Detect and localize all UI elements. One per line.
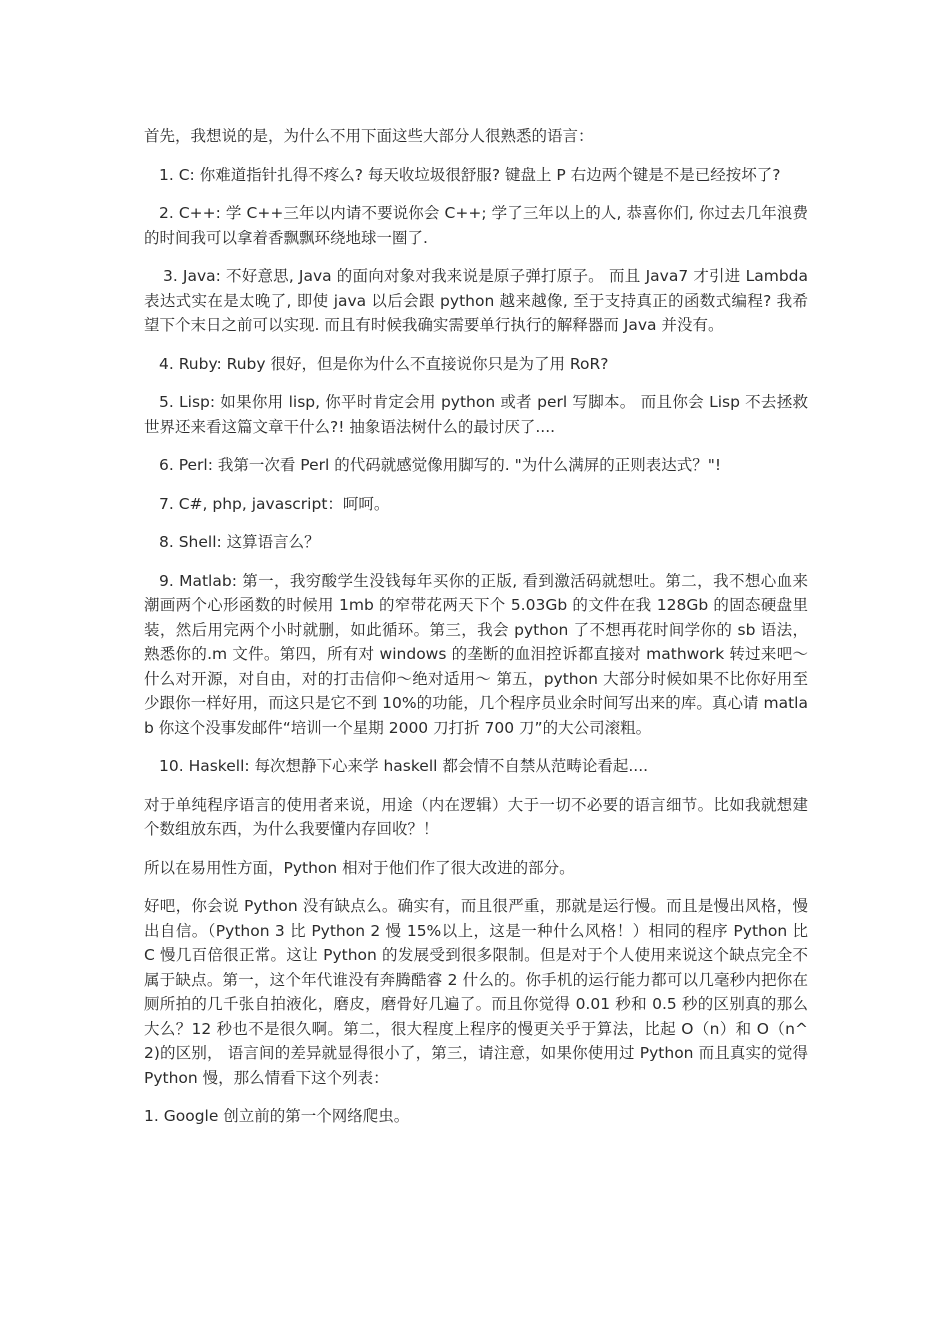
list-item-ruby: 4. Ruby: Ruby 很好，但是你为什么不直接说你只是为了用 RoR?	[159, 354, 609, 373]
list-item-java: 3. Java: 不好意思, Java 的面向对象对我来说是原子弹打原子。 而且 Java7 才引进 Lambda 表达式实在是太晚了, 即使 java 以后会跟 python 越来越像, 至于支持真正的函数式编程? 我希望下个末日之前可以实现. 而且有时候我确实需要单行执行的解释器而 Java 并没有。	[144, 267, 808, 334]
list-item-lisp: 5. Lisp: 如果你用 lisp, 你平时肯定会用 python 或者 perl 写脚本。 而且你会 Lisp 不去拯救世界还来看这篇文章干什么?! 抽象语法树什么的最讨厌了....	[144, 393, 808, 436]
list-item-csharp-php-js: 7. C#, php, javascript：呵呵。	[159, 494, 390, 513]
document-body	[144, 124, 808, 1129]
list-item-c: 1. C: 你难道指针扎得不疼么? 每天收垃圾很舒服? 键盘上 P 右边两个键是不是已经按坏了?	[159, 165, 781, 184]
list-item-perl: 6. Perl: 我第一次看 Perl 的代码就感觉像用脚写的. "为什么满屏的正则表达式？"!	[159, 456, 722, 474]
list-item-matlab: 9. Matlab: 第一，我穷酸学生没钱每年买你的正版, 看到激活码就想吐。第二，我不想心血来潮画两个心形函数的时候用 1mb 的窄带花两天下个 5.03Gb 的文件在我 128Gb 的固态硬盘里装，然后用完两个小时就删，如此循环。第三，我会 python 了不想再花时间学你的 sb 语法，熟悉你的.m 文件。第四，所有对 windows 的垄断的血泪控诉都直接对 mathwork 转过来吧～什么对开源，对自由，对的打击信仰～绝对适用～ 第五，python 大部分时候如果不比你好用至少跟你一样好用，而这只是它不到 10%的功能，几个程序员业余时间写出来的库。真心请 matlab 你这个没事发邮件“培训一个星期 2000 刀打折 700 刀”的大公司滚粗。	[144, 571, 808, 737]
list-item-cpp: 2. C++: 学 C++三年以内请不要说你会 C++; 学了三年以上的人, 恭喜你们, 你过去几年浪费的时间我可以拿着香飘飘环绕地球一圈了.	[144, 204, 808, 247]
speed-paragraph: 好吧，你会说 Python 没有缺点么。确实有，而且很严重，那就是运行慢。而且是慢出风格，慢出自信。（Python 3 比 Python 2 慢 15%以上，这是一种什么风格！）相同的程序 Python 比 C 慢几百倍很正常。这让 Python 的发展受到很多限制。但是对于个人使用来说这个缺点完全不属于缺点。第一，这个年代谁没有奔腾酷睿 2 什么的。你手机的运行能力都可以几毫秒内把你在厕所拍的几千张自拍液化，磨皮，磨骨好几遍了。而且你觉得 0.01 秒和 0.5 秒的区别真的那么大么？12 秒也不是很久啊。第二，很大程度上程序的慢更关乎于算法，比起 O（n）和 O（n^2)的区别， 语言间的差异就显得很小了，第三，请注意，如果你使用过 Python 而且真实的觉得 Python 慢，那么情看下这个列表：	[144, 897, 808, 1087]
usability-paragraph: 所以在易用性方面，Python 相对于他们作了很大改进的部分。	[144, 858, 575, 877]
users-paragraph: 对于单纯程序语言的使用者来说，用途（内在逻辑）大于一切不必要的语言细节。比如我就想建个数组放东西，为什么我要懂内存回收？！	[144, 795, 808, 838]
list-item-haskell: 10. Haskell: 每次想静下心来学 haskell 都会情不自禁从范畴论看起....	[159, 757, 649, 775]
list-item-google: 1. Google 创立前的第一个网络爬虫。	[144, 1107, 410, 1125]
intro-paragraph: 首先，我想说的是，为什么不用下面这些大部分人很熟悉的语言：	[144, 127, 594, 145]
list-item-shell: 8. Shell: 这算语言么？	[159, 533, 320, 551]
